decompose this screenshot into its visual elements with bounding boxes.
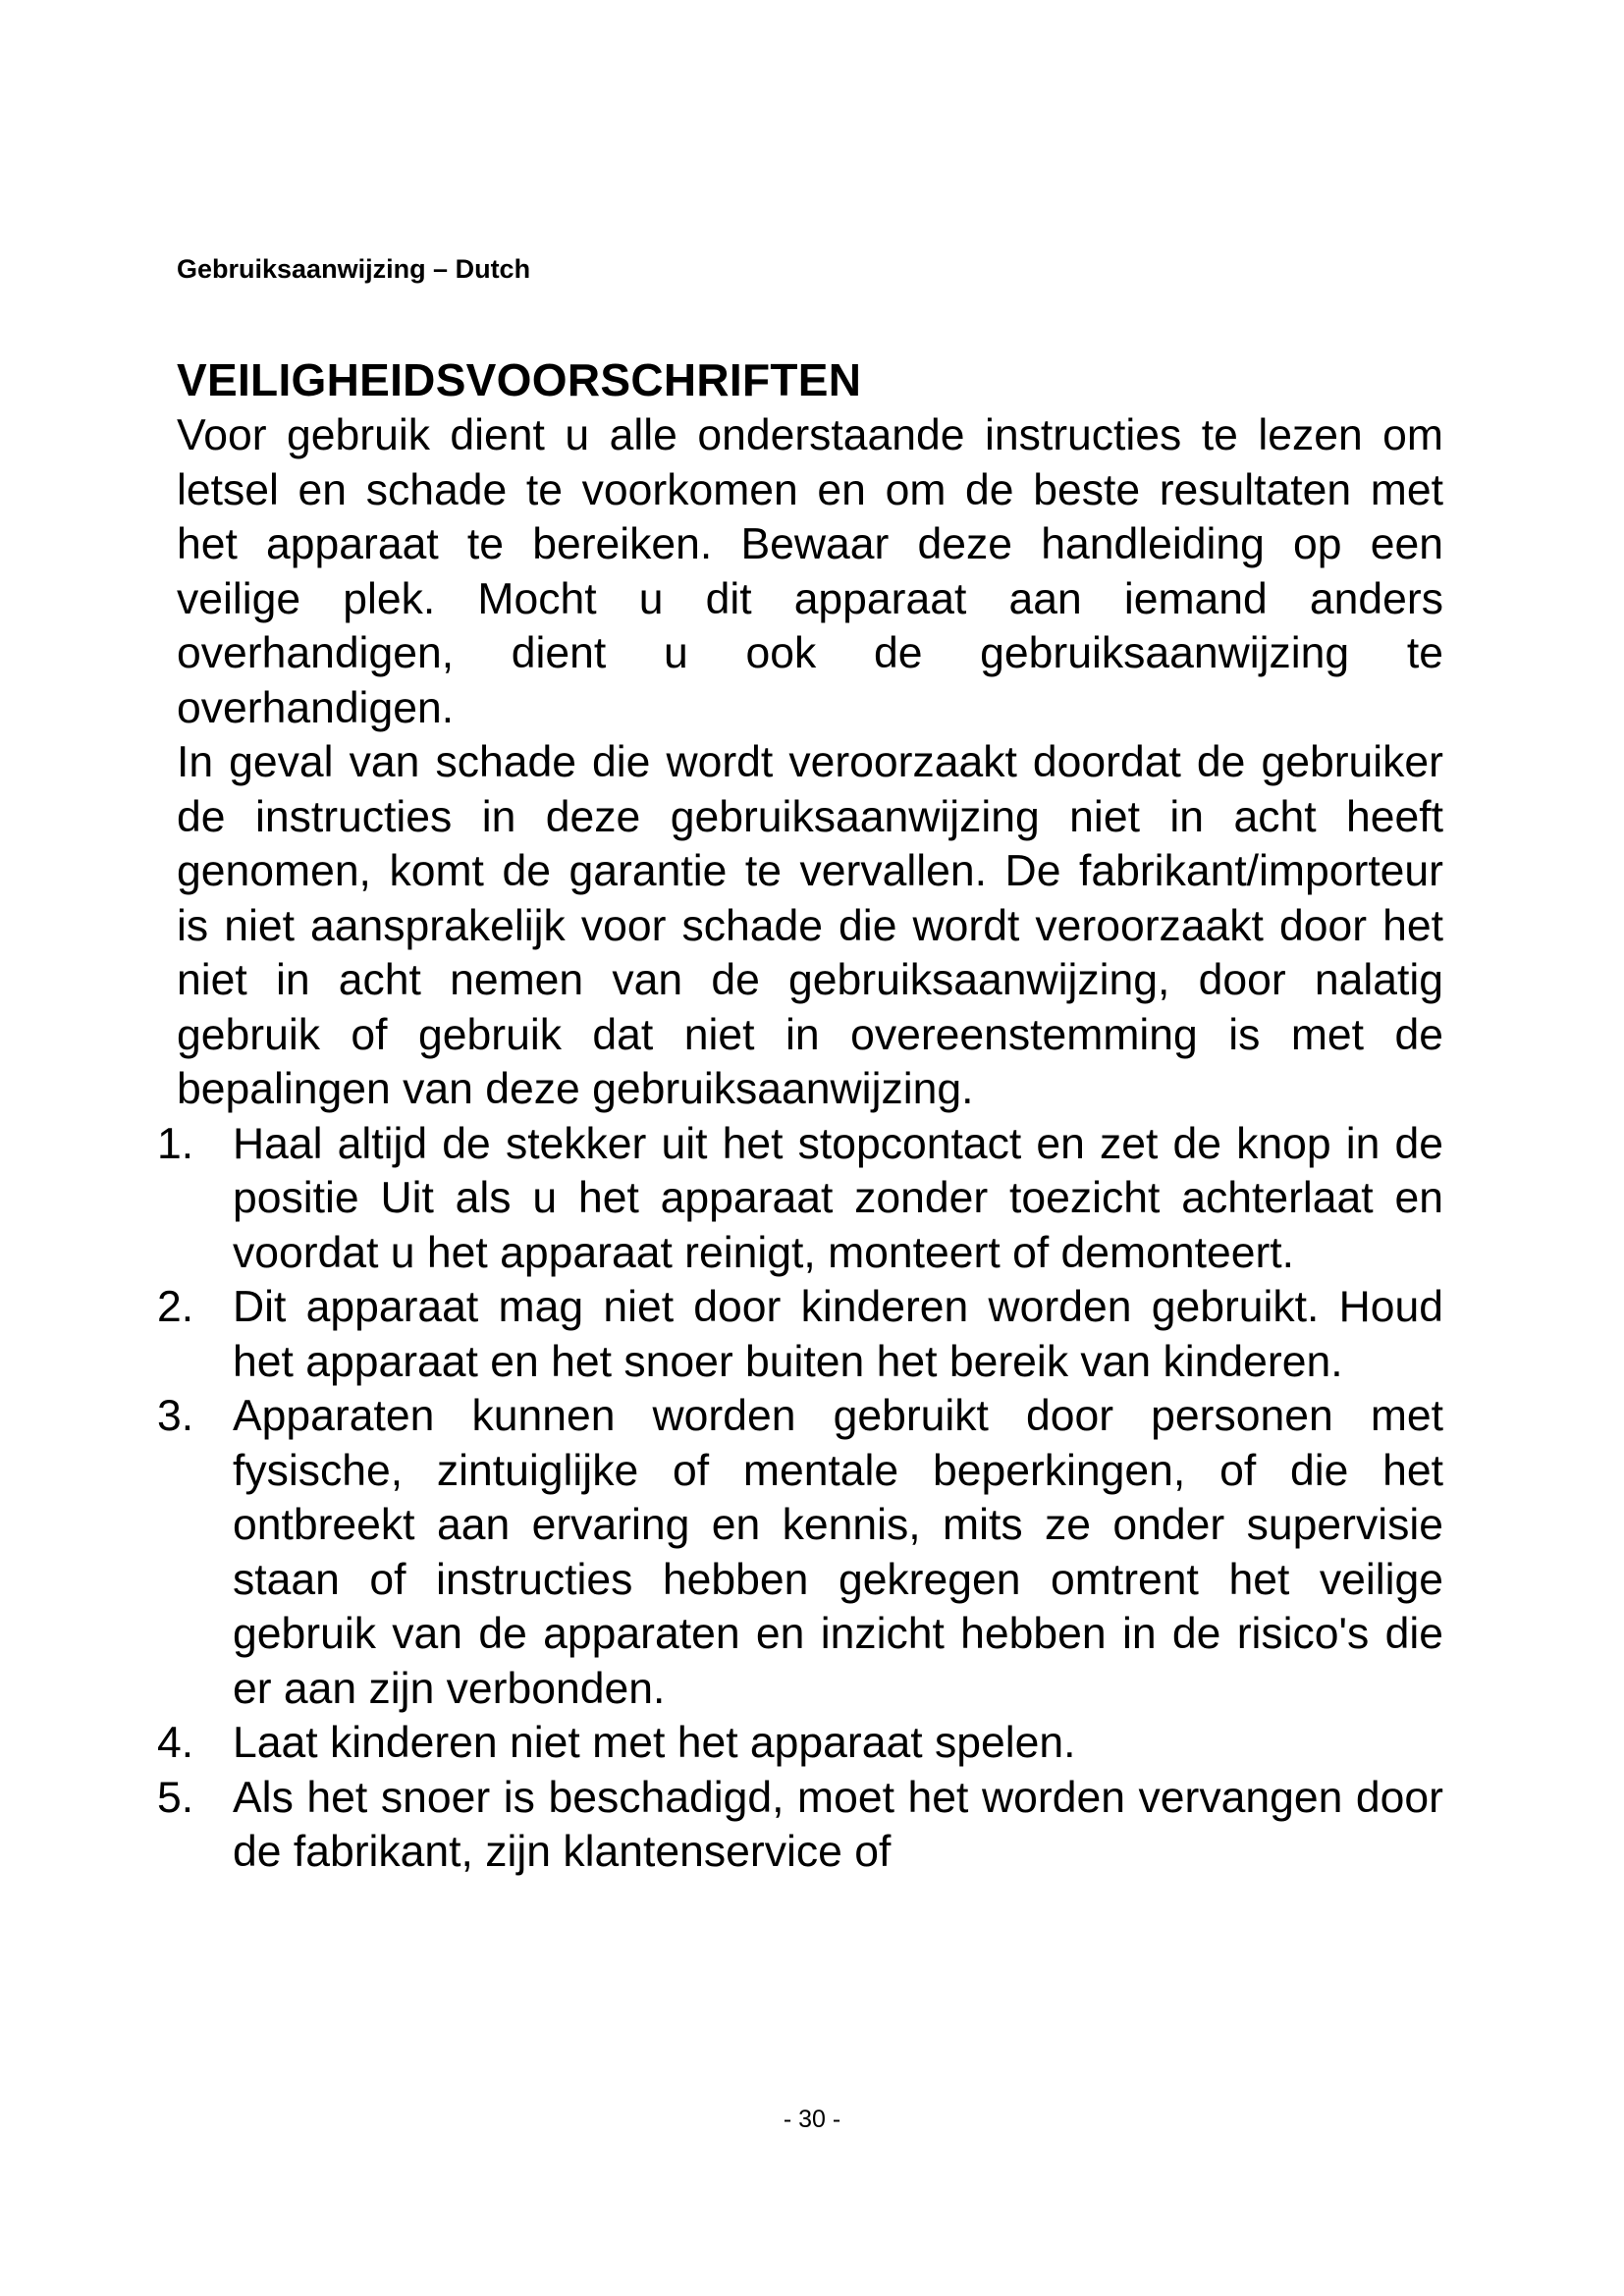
list-item-number: 3. [157,1392,194,1440]
list-item [157,1280,1443,1389]
intro-paragraph: Voor gebruik dient u alle onderstaande instructies te lezen om letsel en schade te voorkomen en om de beste resultaten met het apparaat te bereiken. Bewaar deze handleiding op een veilige plek. Mocht u dit apparaat aan iemand anders overhandigen, dient u ook de gebruiksaanwijzing te overhandigen. [177,411,1443,732]
liability-paragraph: In geval van schade die wordt veroorzaakt doordat de gebruiker de instructies in deze gebruiksaanwijzing niet in acht heeft genomen, komt de garantie te vervallen. De fabrikant/importeur is niet aansprakelijk voor schade die wordt veroorzaakt door het niet in acht nemen van de gebruiksaanwijzing, door nalatig gebruik of gebruik dat niet in overeenstemming is met de bepalingen van deze gebruiksaanwijzing. [177,738,1443,1113]
list-item-text: Laat kinderen niet met het apparaat spelen. [233,1719,1076,1767]
page-number: - 30 - [783,2106,841,2133]
list-item-text: Haal altijd de stekker uit het stopcontact en zet de knop in de positie Uit als u het apparaat zonder toezicht achterlaat en voordat u het apparaat reinigt, monteert of demonteert. [233,1119,1443,1277]
list-item-number: 4. [157,1719,194,1767]
document-language-label: Gebruiksaanwijzing – Dutch [177,254,531,284]
list-item-number: 5. [157,1773,194,1822]
list-item [157,1117,1443,1281]
list-item-text: Als het snoer is beschadigd, moet het worden vervangen door de fabrikant, zijn klantenservice of [233,1773,1443,1876]
list-item-text: Dit apparaat mag niet door kinderen worden gebruikt. Houd het apparaat en het snoer buiten het bereik van kinderen. [233,1283,1443,1386]
list-item [157,1771,1443,1880]
list-item-number: 1. [157,1119,194,1168]
section-title: VEILIGHEIDSVOORSCHRIFTEN [177,354,862,405]
safety-section [157,351,1443,1880]
list-item [157,1389,1443,1716]
list-item [157,1716,1443,1771]
safety-instructions-list [157,1117,1443,1880]
list-item-number: 2. [157,1283,194,1331]
list-item-text: Apparaten kunnen worden gebruikt door personen met fysische, zintuiglijke of mentale beperkingen, of die het ontbreekt aan ervaring en kennis, mits ze onder supervisie staan of instructies hebben gekregen omtrent het veilige gebruik van de apparaten en inzicht hebben in de risico's die er aan zijn verbonden. [233,1392,1443,1713]
